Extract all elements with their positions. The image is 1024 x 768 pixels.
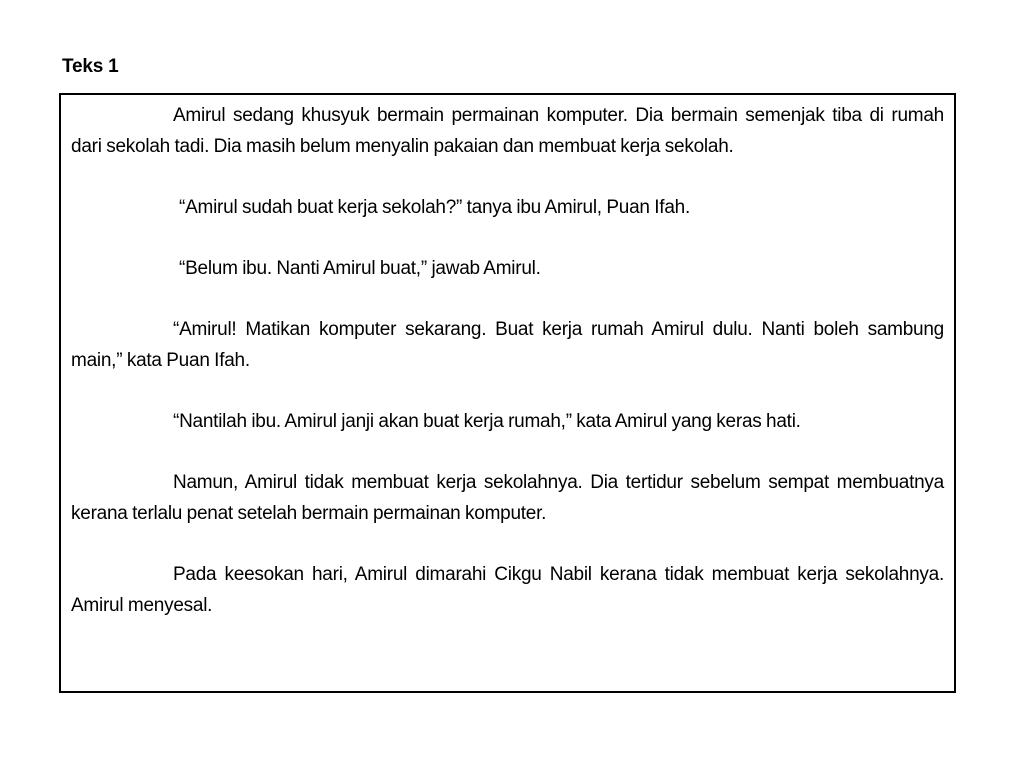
story-paragraph-6: Namun, Amirul tidak membuat kerja sekolahnya. Dia tertidur sebelum sempat membuatnya kerana terlalu penat setelah bermain permainan komputer. <box>71 472 944 524</box>
story-paragraph-7: Pada keesokan hari, Amirul dimarahi Cikgu Nabil kerana tidak membuat kerja sekolahnya. Amirul menyesal. <box>71 564 944 616</box>
story-paragraph-2: “Amirul sudah buat kerja sekolah?” tanya ibu Amirul, Puan Ifah. <box>179 197 690 218</box>
story-paragraph-1: Amirul sedang khusyuk bermain permainan komputer. Dia bermain semenjak tiba di rumah dari sekolah tadi. Dia masih belum menyalin pakaian dan membuat kerja sekolah. <box>71 105 944 157</box>
story-paragraph-4: “Amirul! Matikan komputer sekarang. Buat kerja rumah Amirul dulu. Nanti boleh sambung main,” kata Puan Ifah. <box>71 319 944 371</box>
story-text-box <box>59 93 956 693</box>
page-heading: Teks 1 <box>62 56 119 77</box>
story-paragraph-3: “Belum ibu. Nanti Amirul buat,” jawab Amirul. <box>179 258 541 279</box>
story-paragraph-5: “Nantilah ibu. Amirul janji akan buat kerja rumah,” kata Amirul yang keras hati. <box>173 411 801 432</box>
